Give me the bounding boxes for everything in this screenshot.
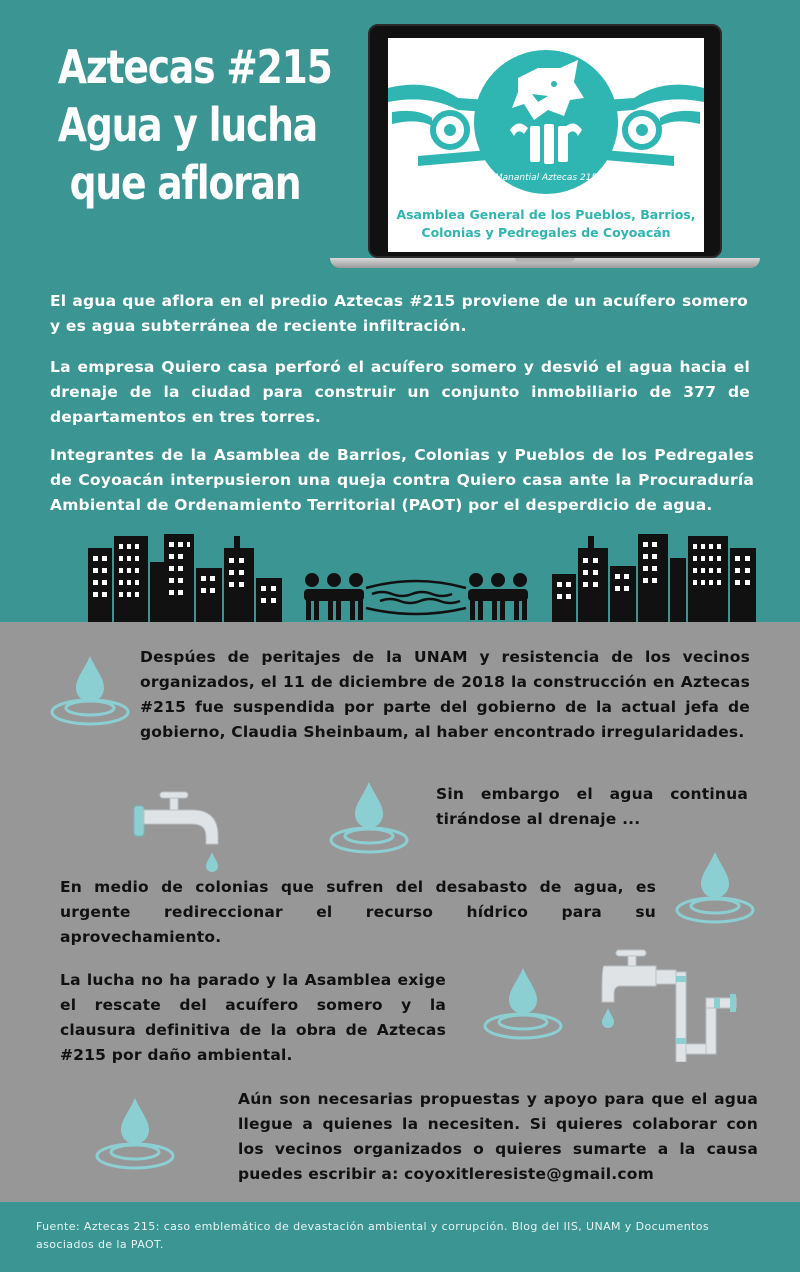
title-line-1: Aztecas #215	[57, 40, 332, 94]
logo-caption-line-1: Asamblea General de los Pueblos, Barrios,	[396, 207, 696, 222]
faucet-icon	[130, 788, 226, 876]
water-drop-icon	[48, 650, 132, 730]
logo-caption-line-2: Colonias y Pedregales de Coyoacán	[421, 225, 671, 240]
body-paragraph-1: Despúes de peritajes de la UNAM y resistencia de los vecinos organizados, el 11 de diciembre de 2018 la construcción en Aztecas #215 fue suspendida por parte del gobierno de la actual jefa de gobierno, Claudia Sheinbaum, al haber encontrado irregularidades.	[140, 648, 750, 741]
body-paragraph-4: La lucha no ha parado y la Asamblea exige el rescate del acuífero somero y la clausura definitiva de la obra de Aztecas #215 por daño ambiental.	[60, 971, 446, 1064]
city-buildings-icon	[552, 534, 756, 622]
jaguar-logo-icon	[388, 38, 704, 208]
body-paragraph-2: Sin embargo el agua continua tirándose al drenaje ...	[436, 785, 748, 828]
footer	[0, 1202, 800, 1272]
water-drop-icon	[92, 1094, 178, 1176]
title-line-2: Agua y lucha	[57, 98, 317, 152]
body-paragraph-5: Aún son necesarias propuestas y apoyo para que el agua llegue a quienes la necesiten. Si quieres colaborar con los vecinos organizados o quieres sumarte a la causa puedes escribir a: coyoxitleresiste@gmail.com	[238, 1090, 758, 1183]
title-line-3: que afloran	[69, 156, 301, 210]
faucet-pipe-icon	[596, 946, 742, 1062]
footer-source: Fuente: Aztecas 215: caso emblemático de devastación ambiental y corrupción. Blog del IIS, UNAM y Documentos asociados de la PAOT.	[36, 1220, 710, 1251]
laptop-screen	[368, 24, 722, 258]
people-water-icon	[300, 570, 532, 622]
laptop-image	[330, 24, 760, 274]
logo-caption	[388, 206, 704, 242]
intro-paragraph-3: Integrantes de la Asamblea de Barrios, Colonias y Pueblos de los Pedregales de Coyoacán interpusieron una queja contra Quiero casa ante la Procuraduría Ambiental de Ordenamiento Territorial (PAOT) por el desperdicio de agua.	[50, 446, 754, 514]
water-drop-icon	[326, 778, 412, 860]
water-drop-icon	[480, 964, 566, 1046]
body-paragraph-3: En medio de colonias que sufren del desabasto de agua, es urgente redireccionar el recurso hídrico para su aprovechamiento.	[60, 878, 656, 946]
city-buildings-icon	[88, 534, 284, 622]
intro-paragraph-1: El agua que aflora en el predio Aztecas #215 proviene de un acuífero somero y es agua subterránea de reciente infiltración.	[50, 292, 748, 335]
laptop-notch	[515, 258, 575, 262]
page-title	[57, 38, 332, 212]
svg-text:Manantial Aztecas 215: Manantial Aztecas 215	[494, 173, 598, 183]
laptop-display	[388, 38, 704, 252]
water-drop-icon	[672, 848, 758, 930]
intro-paragraph-2: La empresa Quiero casa perforó el acuífero somero y desvió el agua hacia el drenaje de la ciudad para construir un conjunto inmobiliario de 377 de departamentos en tres torres.	[50, 358, 750, 426]
